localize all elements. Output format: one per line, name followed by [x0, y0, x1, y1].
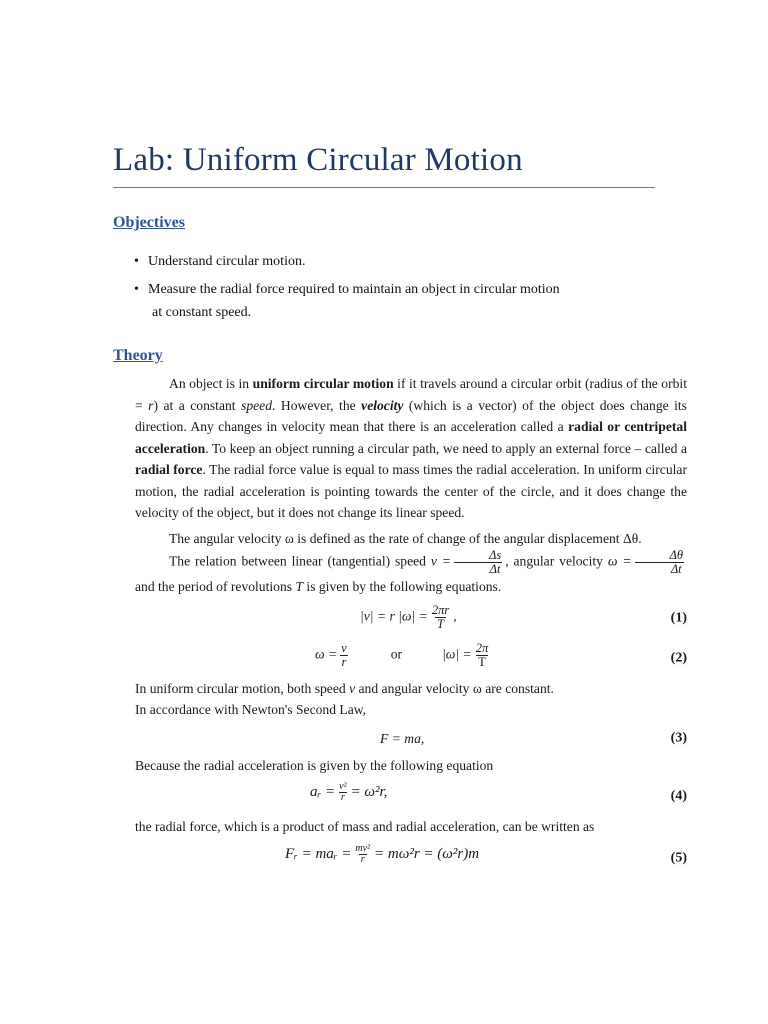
theory-paragraph-6: Because the radial acceleration is given by the following equation — [135, 757, 494, 773]
title-underline — [113, 187, 655, 188]
theory-paragraph-1: An object is in uniform circular motion if it travels around a circular orbit (radius of the orbit = r) at a constant speed. However, the velocity (which is a vector) of the object does change its direction. Any changes in velocity mean that there is an acceleration called a radial or centripetal acceleration. To keep an object running a circular path, we need to apply an external force – called a radial force. The radial force value is equal to mass times the radial acceleration. In uniform circular motion, the radial acceleration is pointing towards the center of the circle, and it does change the velocity of the object, but it does not change its linear speed. — [135, 376, 687, 520]
objective-item — [134, 278, 654, 324]
equation-5: Fᵣ = maᵣ = $\frac{\text{mv²}}{r}$ = mω²r = (ω²r)m (5) — [135, 838, 687, 878]
fraction: $\frac{\Delta s}{\Delta t}$ — [453, 549, 503, 576]
theory-paragraph-7: the radial force, which is a product of mass and radial acceleration, can be written as — [135, 819, 595, 834]
equation-number: (2) — [670, 649, 687, 665]
theory-paragraph-3: The relation between linear (tangential) speed v = $\frac{\Delta s}{\Delta t}$ , angular velocity ω = $\frac{\Delta\theta}{\Delta t}$ and the period of revolutions T is given by the following equations. — [135, 548, 683, 594]
equation-3: F = ma, (3) — [135, 721, 687, 755]
equation-2: ω = $\frac{v}{r}$ or |ω| = $\frac{2\pi}{T}$ (2) — [315, 640, 687, 669]
equation-number: (5) — [670, 849, 687, 865]
bullet-icon: • — [134, 254, 139, 269]
equation-number: (3) — [670, 729, 687, 745]
theory-heading: Theory — [113, 347, 163, 364]
objective-text: Understand circular motion. — [148, 254, 306, 269]
equation-4: aᵣ = $\frac{\text{v²}}{r}$ = ω²r, (4) — [135, 776, 687, 816]
theory-paragraph-4: In uniform circular motion, both speed v and angular velocity ω are constant. — [135, 680, 554, 696]
equation-number: (4) — [670, 788, 687, 804]
objectives-heading: Objectives — [113, 214, 185, 231]
objective-text: Measure the radial force required to maintain an object in circular motion — [148, 282, 560, 297]
bullet-icon: • — [134, 282, 139, 297]
theory-body — [135, 373, 687, 878]
objective-item — [134, 250, 654, 273]
equation-1: |v| = r |ω| = $\frac{2\pi r}{T}$ , (1) — [360, 602, 687, 631]
page-title: Lab: Uniform Circular Motion — [113, 142, 523, 178]
objectives-list — [134, 250, 654, 329]
theory-paragraph-2: The angular velocity ω is defined as the rate of change of the angular displacement Δθ. — [169, 530, 642, 546]
fraction: $\frac{\Delta\theta}{\Delta t}$ — [634, 549, 685, 576]
equation-number: (1) — [670, 609, 687, 625]
objective-text-continued: at constant speed. — [152, 305, 252, 320]
theory-paragraph-5: In accordance with Newton's Second Law, — [135, 702, 367, 717]
